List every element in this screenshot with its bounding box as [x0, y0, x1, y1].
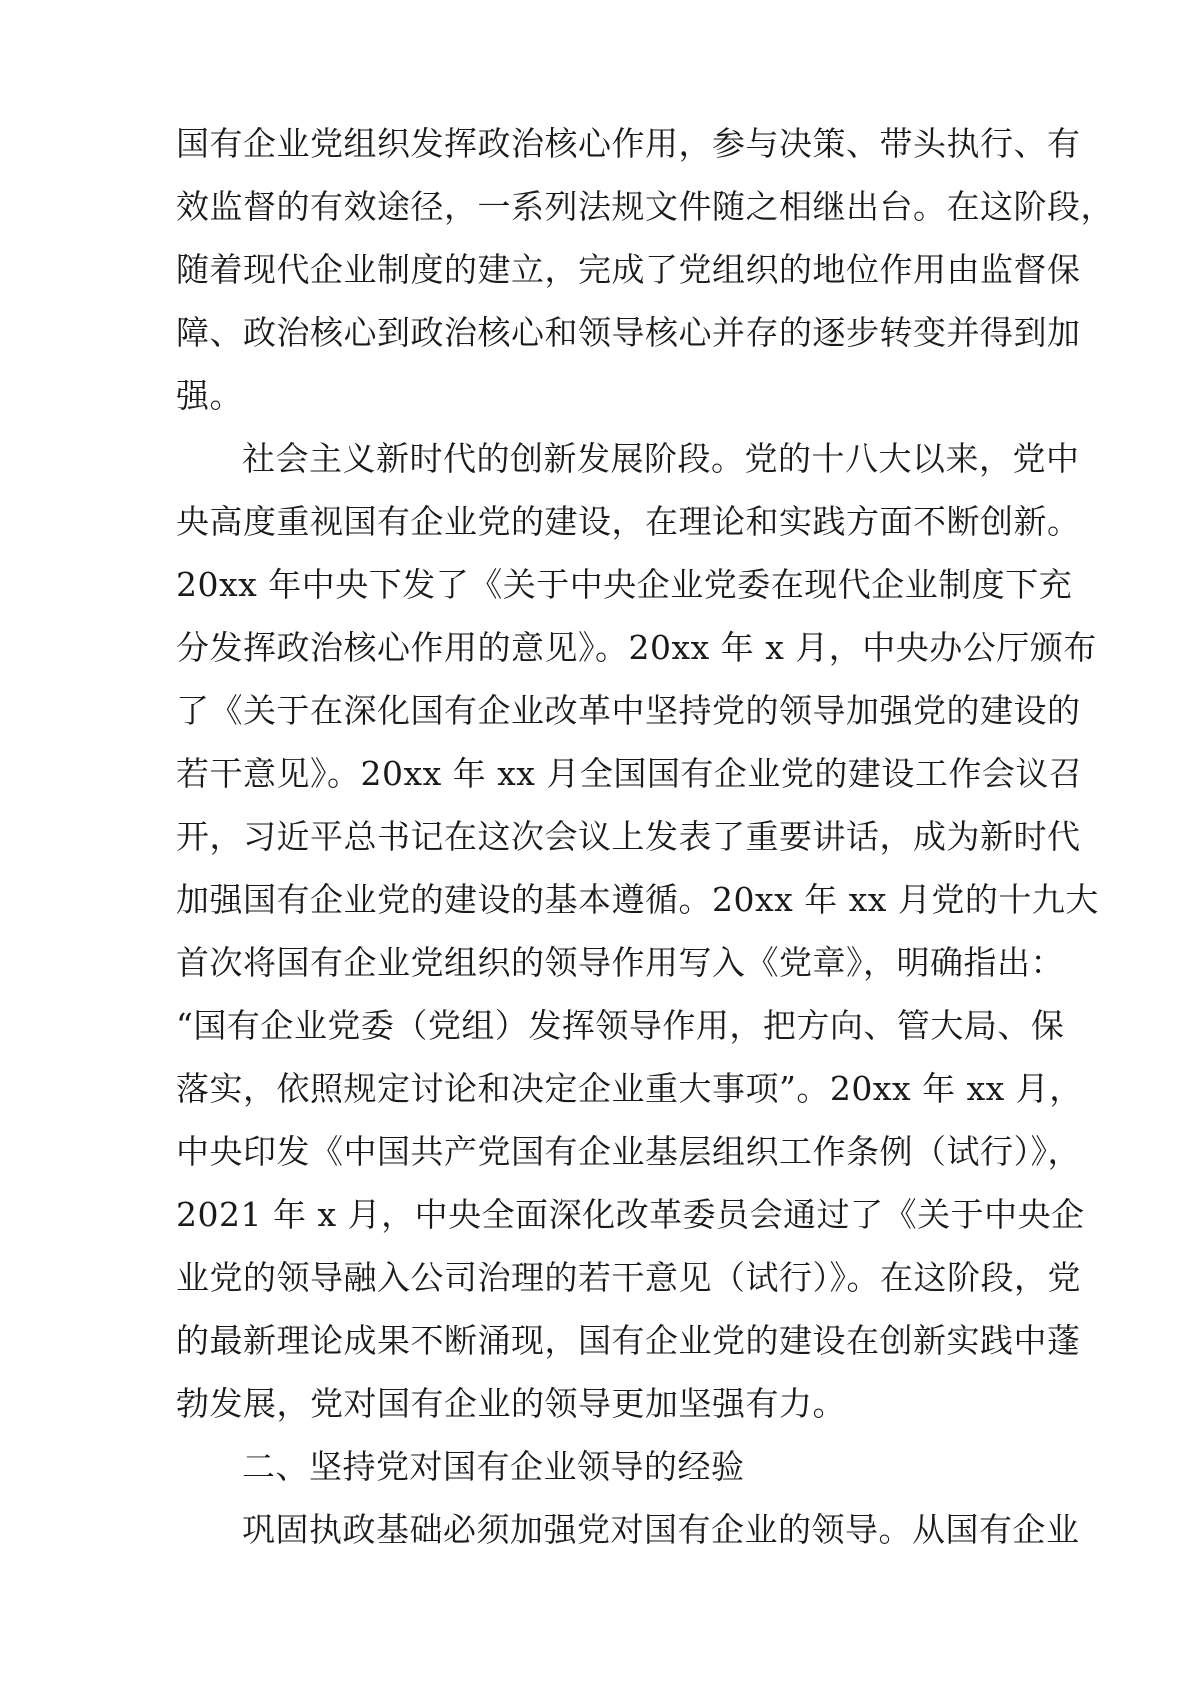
text-line: 巩固执政基础必须加强党对国有企业的领导。从国有企业: [242, 1510, 1080, 1549]
text-line: 若干意见》。20xx 年 xx 月全国国有企业党的建设工作会议召: [176, 754, 1083, 793]
heading-text: 二、坚持党对国有企业领导的经验: [242, 1447, 745, 1486]
text-line: “国有企业党委（党组）发挥领导作用，把方向、管大局、保: [176, 1006, 1065, 1045]
text-line: 央高度重视国有企业党的建设，在理论和实践方面不断创新。: [176, 502, 1081, 541]
text-line: 的最新理论成果不断涌现，国有企业党的建设在创新实践中蓬: [176, 1321, 1081, 1360]
text-line: 业党的领导融入公司治理的若干意见（试行）》。在这阶段，党: [176, 1258, 1081, 1297]
section-heading: [176, 1435, 1036, 1498]
text-line: 20xx 年中央下发了《关于中央企业党委在现代企业制度下充: [176, 565, 1073, 604]
text-line: 效监督的有效途径，一系列法规文件随之相继出台。在这阶段，: [176, 187, 1114, 226]
text-line: 分发挥政治核心作用的意见》。20xx 年 x 月，中央办公厅颁布: [176, 628, 1097, 667]
text-line: 国有企业党组织发挥政治核心作用，参与决策、带头执行、有: [176, 124, 1081, 163]
text-line: 勃发展，党对国有企业的领导更加坚强有力。: [176, 1384, 846, 1423]
text-line: 随着现代企业制度的建立，完成了党组织的地位作用由监督保: [176, 250, 1081, 289]
paragraph-p1: [176, 112, 1114, 427]
paragraph-p2: [176, 427, 1099, 1435]
text-line: 强。: [176, 376, 243, 415]
text-line: 社会主义新时代的创新发展阶段。党的十八大以来，党中: [242, 439, 1080, 478]
text-line: 了《关于在深化国有企业改革中坚持党的领导加强党的建设的: [176, 691, 1081, 730]
text-line: 中央印发《中国共产党国有企业基层组织工作条例（试行）》，: [176, 1132, 1081, 1171]
text-line: 开，习近平总书记在这次会议上发表了重要讲话，成为新时代: [176, 817, 1081, 856]
text-line: 加强国有企业党的建设的基本遵循。20xx 年 xx 月党的十九大: [176, 880, 1099, 919]
text-line: 2021 年 x 月，中央全面深化改革委员会通过了《关于中央企: [176, 1195, 1085, 1234]
document-body: [176, 112, 1114, 1561]
text-line: 落实，依照规定讨论和决定企业重大事项”。20xx 年 xx 月，: [176, 1069, 1083, 1108]
text-line: 首次将国有企业党组织的领导作用写入《党章》，明确指出：: [176, 943, 1064, 982]
paragraph-p3: [176, 1498, 1080, 1561]
text-line: 障、政治核心到政治核心和领导核心并存的逐步转变并得到加: [176, 313, 1081, 352]
